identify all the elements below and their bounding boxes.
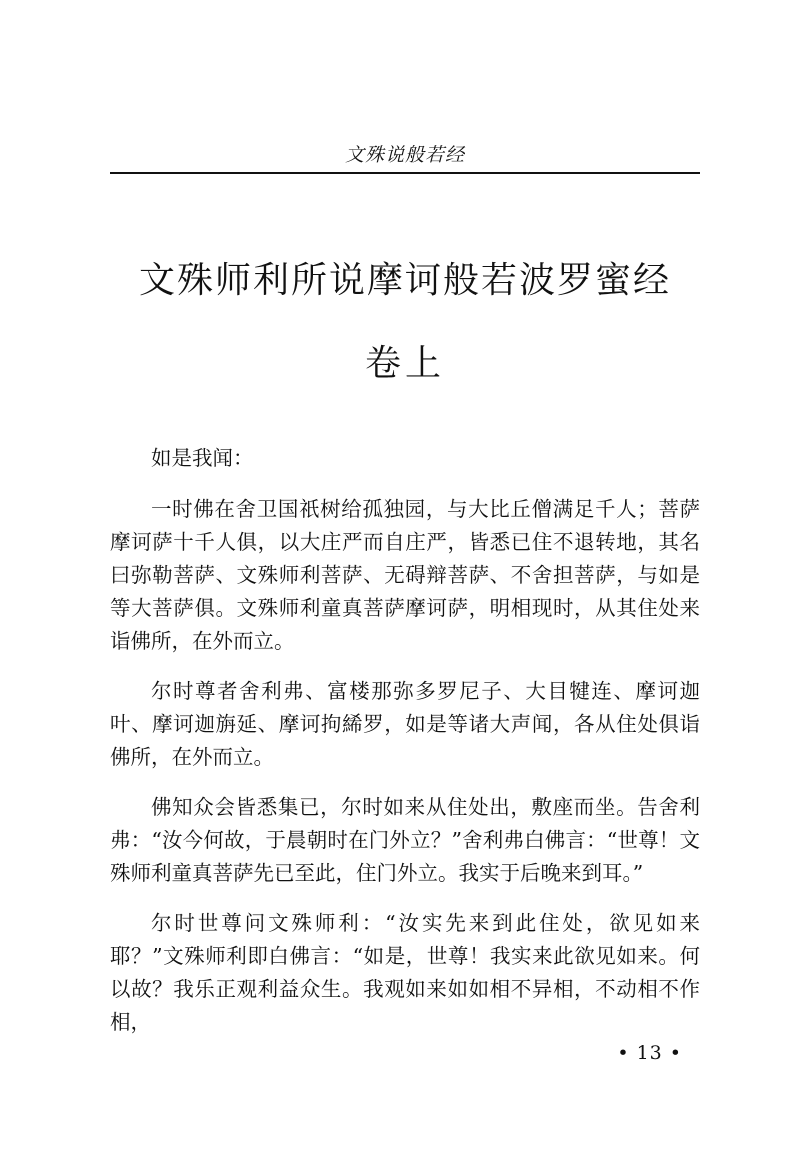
page-number: • 13 • (617, 1042, 682, 1064)
chapter-subtitle: 卷上 (364, 343, 445, 384)
paragraph: 尔时世尊问文殊师利：“汝实先来到此住处，欲见如来耶？”文殊师利即白佛言：“如是，世尊！我实来此欲见如来。何以故？我乐正观利益众生。我观如来如如相不异相，不动相不作相， (110, 911, 700, 1034)
paragraph: 如是我闻： (151, 446, 254, 470)
paragraph: 尔时尊者舍利弗、富楼那弥多罗尼子、大目犍连、摩诃迦叶、摩诃迦旃延、摩诃拘絺罗，如是等诸大声闻，各从住处俱诣佛所，在外而立。 (110, 679, 700, 769)
running-header-title: 文殊说般若经 (344, 144, 465, 166)
paragraph: 佛知众会皆悉集已，尔时如来从住处出，敷座而坐。告舍利弗：“汝今何故，于晨朝时在门外立？”舍利弗白佛言：“世尊！文殊师利童真菩萨先已至此，住门外立。我实于后晚来到耳。” (110, 795, 700, 885)
header-divider (110, 172, 700, 174)
paragraph: 一时佛在舍卫国祇树给孤独园，与大比丘僧满足千人；菩萨摩诃萨十千人俱，以大庄严而自庄严，皆悉已住不退转地，其名曰弥勒菩萨、文殊师利菩萨、无碍辩菩萨、不舍担菩萨，与如是等大菩萨俱。文殊师利童真菩萨摩诃萨，明相现时，从其住处来诣佛所，在外而立。 (110, 497, 700, 653)
chapter-title: 文殊师利所说摩诃般若波罗蜜经 (138, 260, 671, 301)
body-text (110, 442, 700, 1056)
